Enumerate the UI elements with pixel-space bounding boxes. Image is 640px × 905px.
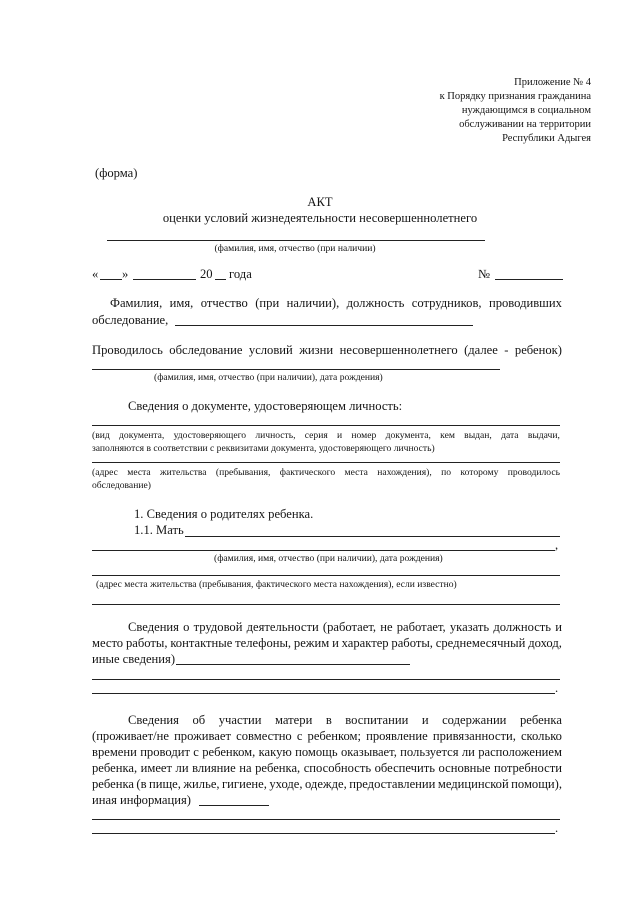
word: номер [351,430,377,441]
word: проводит [140,745,190,759]
word: удостоверяющего [173,430,247,441]
word: (проживает/не [92,729,169,743]
word: условий [248,343,293,357]
word: способность [303,761,372,775]
word: имеет [140,761,173,775]
mother-field-1[interactable] [185,536,560,537]
word: ребенком, [202,745,256,759]
word: (адрес [92,467,118,478]
word: об [192,713,206,727]
date-month-field[interactable] [133,279,196,280]
identity-label: Сведения о документе, удостоверяющем личность: [128,399,403,413]
date-open-quote: « [92,267,99,281]
word: по [441,467,452,478]
word: ребенка, [255,761,301,775]
word: режим [293,636,330,650]
word: обеспечить [374,761,435,775]
work-line-1 [128,620,562,635]
word: времени [92,745,137,759]
minor-name-line[interactable] [107,240,485,241]
word: документа, [119,430,165,441]
word: которому [460,467,499,478]
word: ребенка, [92,761,138,775]
identity-hint-line-1 [92,430,560,441]
word: ли [175,761,189,775]
word: (далее [464,343,498,357]
word: основные [438,761,491,775]
word: место [92,636,124,650]
word: с [296,729,303,743]
word: воспитании [345,713,409,727]
word: о [183,620,190,634]
date-close-quote: » [122,267,129,281]
upbringing-field-3[interactable] [92,833,555,834]
word: трудовой [193,620,243,634]
word: содержании [442,713,507,727]
word: среднемесячный [435,636,526,650]
word: выдачи, [527,430,560,441]
word: Сведения [128,620,179,634]
word: уходе, [269,777,303,791]
appendix-block [440,76,591,146]
work-field-2[interactable] [92,679,560,680]
word: расположением [478,745,562,759]
conducted-line [92,343,562,358]
word: ребенка [92,777,134,791]
word: в [325,713,332,727]
word: жилье, [183,777,220,791]
date-year-field[interactable] [215,279,226,280]
work-field-1[interactable] [176,664,410,665]
identity-hint-line-2: заполняются в соответствии с реквизитами документа, удостоверяющего личность) [92,443,435,454]
word: одежде, [304,777,347,791]
word: пище, [149,777,181,791]
word: фактического [279,467,336,478]
word: ребенок) [514,343,562,357]
word: (в [136,777,147,791]
word: ребенком; [307,729,362,743]
date-day-field[interactable] [100,279,122,280]
word: Проводилось [92,343,163,357]
word: отчество [200,296,248,310]
mother-field-2[interactable] [92,550,555,551]
number-sign: № [478,267,491,281]
word: серия [304,430,328,441]
word: и [421,713,429,727]
word: проживает [174,729,231,743]
word: работы, [391,636,433,650]
word: гигиене, [222,777,267,791]
appendix-line: нуждающимся в социальном [461,105,591,116]
comma: , [555,538,559,552]
word: наличии), [286,296,340,310]
word: дата [501,430,519,441]
word: кем [440,430,455,441]
upbringing-line-3 [92,745,562,760]
document-subtitle: оценки условий жизнедеятельности несовершеннолетнего [162,211,478,225]
mother-name-hint: (фамилия, имя, отчество (при наличии), дата рождения) [214,553,443,564]
upbringing-line-5 [92,777,562,792]
word: участии [218,713,262,727]
word: предоставлении [349,777,436,791]
upbringing-line-4 [92,761,562,776]
upbringing-field-1[interactable] [199,805,269,806]
date-year-suffix: года [229,267,252,281]
word: указать [449,620,490,634]
word: (работает, [322,620,377,634]
word: проводилось [507,467,560,478]
mother-address-field-2[interactable] [92,604,560,605]
parents-heading: 1. Сведения о родителях ребенка. [134,507,314,521]
act-number-field[interactable] [495,279,563,280]
word: должность [346,296,405,310]
date-year-prefix: 20 [200,267,213,281]
minor-name-hint: (фамилия, имя, отчество (при наличии) [214,243,376,254]
word: оказывает, [340,745,397,759]
work-line-2 [92,636,562,651]
word: матери [275,713,313,727]
child-name-field[interactable] [92,369,500,370]
word: сотрудников, [411,296,482,310]
word: контактные [170,636,233,650]
word: пользуется [400,745,459,759]
word: на [239,761,252,775]
word: нахождения), [377,467,432,478]
work-line-3: иные сведения) [92,652,176,666]
mother-address-field[interactable] [92,575,560,576]
word: документа, [385,430,431,441]
word: телефоны, [235,636,292,650]
upbringing-line-6: иная информация) [92,793,191,807]
work-end-period: . [555,681,559,695]
appendix-line: обслуживании на территории [459,119,591,130]
document-title: АКТ [307,195,333,209]
word: жительства [160,467,207,478]
word: - [504,343,509,357]
word: имя, [169,296,194,310]
word: выдан, [464,430,492,441]
word: медицинской [437,777,509,791]
upbringing-end-period: . [555,821,559,835]
form-label: (форма) [95,166,138,180]
word: обследование [169,343,243,357]
word: должность [493,620,552,634]
word: ли [461,745,475,759]
upbringing-line-1 [128,713,562,728]
word: потребности [493,761,562,775]
upbringing-field-2[interactable] [92,819,560,820]
child-name-hint: (фамилия, имя, отчество (при наличии), дата рождения) [154,372,383,383]
word: и [332,636,339,650]
work-field-3[interactable] [92,693,555,694]
word: сколько [520,729,562,743]
word: совместно [236,729,292,743]
word: места [127,467,151,478]
word: работает, [396,620,446,634]
word: привязанности, [432,729,516,743]
word: не [380,620,393,634]
mother-label: 1.1. Мать [134,523,184,537]
word: ребенка [519,713,562,727]
word: места [344,467,368,478]
mother-address-hint: (адрес места жительства (пребывания, фактического места нахождения), если известно) [96,579,457,590]
word: с [193,745,199,759]
word: Сведения [128,713,179,727]
word: доход, [528,636,562,650]
upbringing-line-2 [92,729,562,744]
appendix-line: Приложение № 4 [514,77,591,88]
word: Фамилия, [110,296,163,310]
word: работы, [125,636,168,650]
address-field[interactable] [92,462,560,463]
word: и [555,620,562,634]
word: влияние [192,761,236,775]
staff-field[interactable] [175,325,473,326]
word: проявление [366,729,428,743]
word: личность, [255,430,296,441]
word: жизни [299,343,334,357]
staff-line-1 [110,296,562,311]
word: (пребывания, [215,467,271,478]
word: проводивших [488,296,562,310]
word: деятельности [246,620,319,634]
address-hint-line-1 [92,467,560,478]
appendix-line: к Порядку признания гражданина [439,91,591,102]
identity-field[interactable] [92,425,560,426]
word: и [337,430,343,441]
word: (вид [92,430,110,441]
appendix-line: Республики Адыгея [502,133,591,144]
word: несовершеннолетнего [339,343,458,357]
word: (при [255,296,280,310]
staff-line-2: обследование, [92,313,169,327]
word: какую [258,745,292,759]
word: характер [341,636,389,650]
word: помощь [295,745,338,759]
address-hint-line-2: обследование) [92,480,151,491]
word: помощи), [511,777,562,791]
